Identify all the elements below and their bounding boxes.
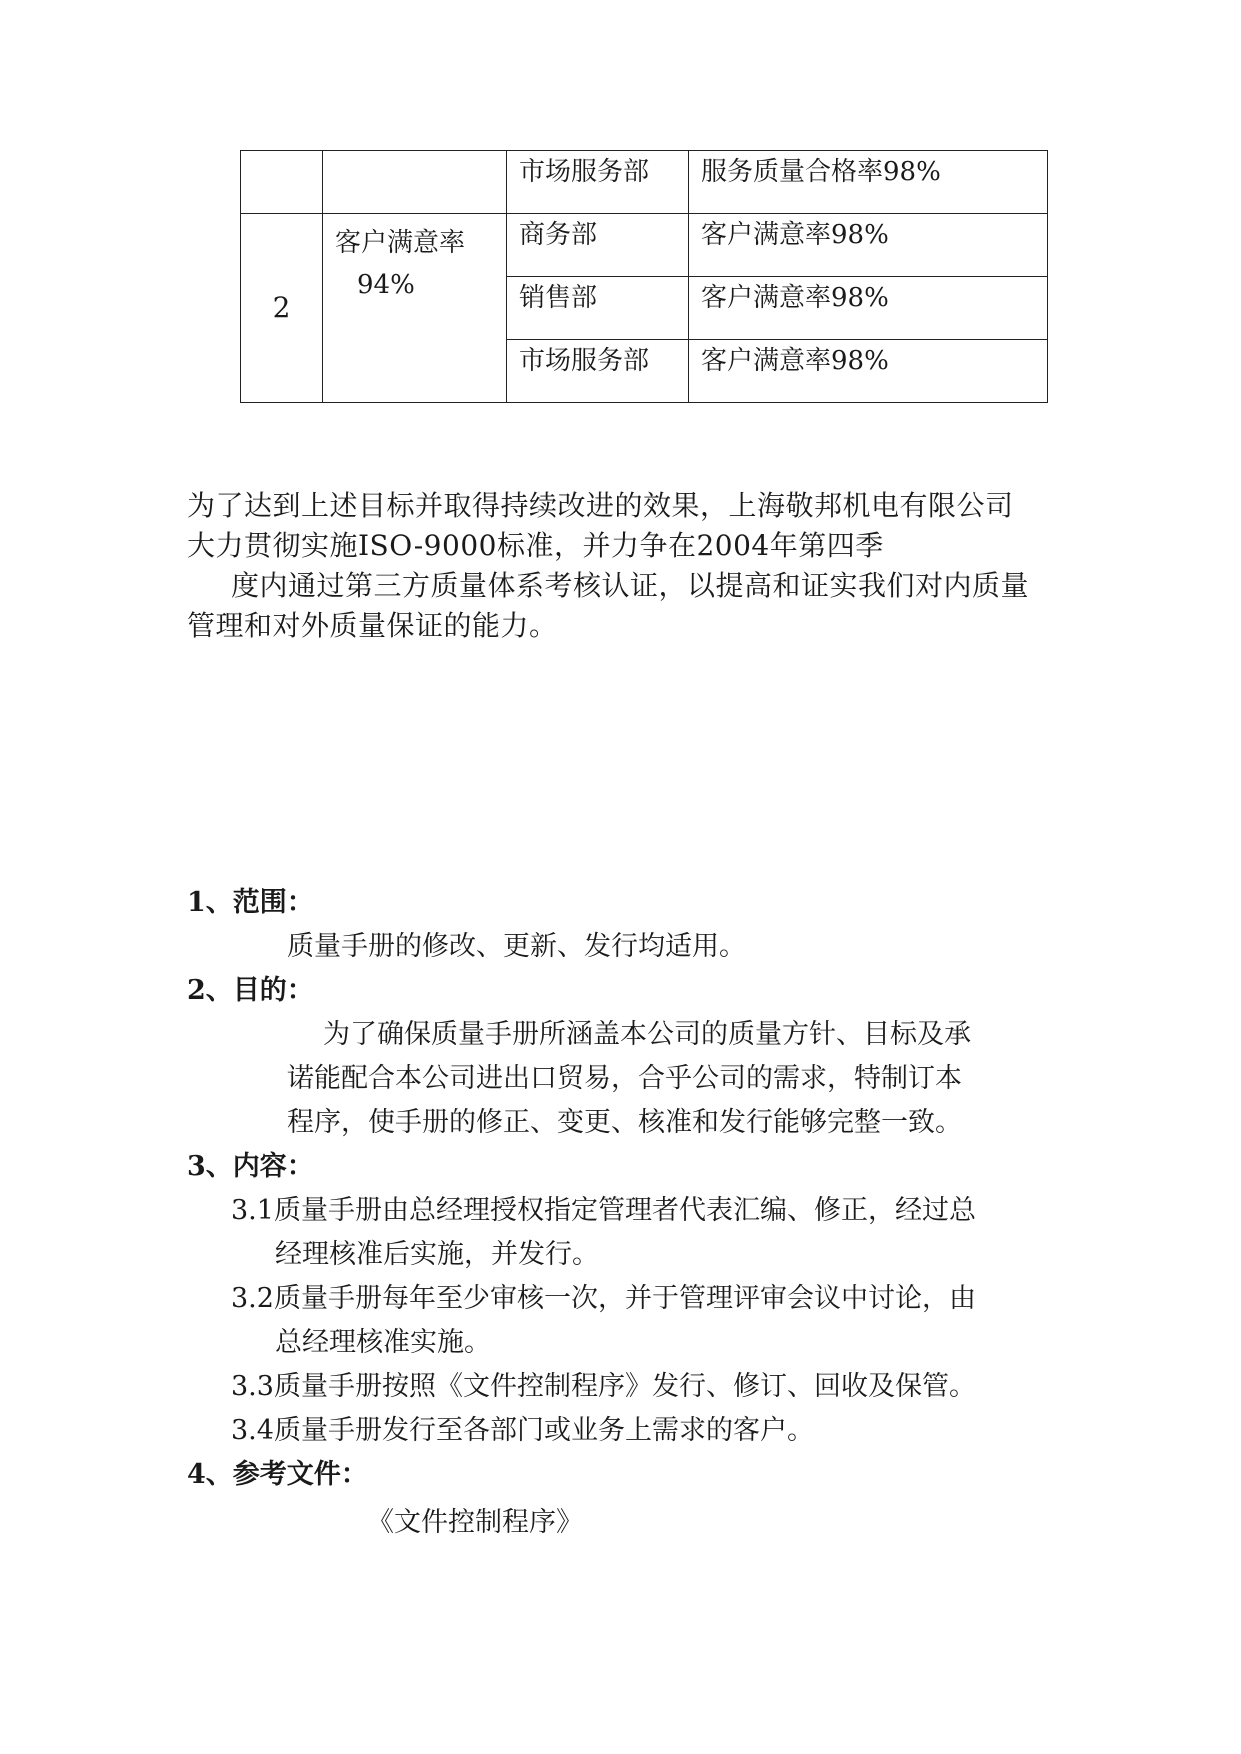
table-row: [241, 151, 1048, 214]
purpose-line: 程序，使手册的修正、变更、核准和发行能够完整一致。: [287, 1107, 962, 1138]
table-cell-target: 客户满意率98%: [689, 277, 1048, 340]
paragraph-line: 管理和对外质量保证的能力。: [187, 609, 558, 642]
table-row: [241, 214, 1048, 277]
purpose-line: 诺能配合本公司进出口贸易，合乎公司的需求，特制订本: [287, 1063, 962, 1094]
paragraph-line: 大力贯彻实施ISO-9000标准，并力争在2004年第四季: [187, 529, 884, 562]
table-cell-target: 服务质量合格率98%: [689, 151, 1048, 214]
intro-paragraph: [187, 486, 1067, 646]
table-cell-department: 商务部: [507, 214, 689, 277]
section-title-references: 4、参考文件：: [187, 1459, 368, 1490]
paragraph-line: 为了达到上述目标并取得持续改进的效果，上海敬邦机电有限公司: [187, 489, 1014, 522]
table-cell-department: 市场服务部: [507, 340, 689, 403]
content-item: 总经理核准实施。: [275, 1327, 491, 1358]
content-item: 3.4质量手册发行至各部门或业务上需求的客户。: [231, 1415, 814, 1446]
paragraph-line: 度内通过第三方质量体系考核认证，以提高和证实我们对内质量: [231, 569, 1030, 602]
content-item: 3.1质量手册由总经理授权指定管理者代表汇编、修正，经过总: [231, 1195, 976, 1226]
table-cell-metric: [323, 151, 507, 214]
scope-body: 质量手册的修改、更新、发行均适用。: [287, 931, 746, 962]
table-cell-department: 市场服务部: [507, 151, 689, 214]
content-item: 3.3质量手册按照《文件控制程序》发行、修订、回收及保管。: [231, 1371, 976, 1402]
section-title-purpose: 2、目的：: [187, 975, 314, 1006]
table-cell-number: 2: [241, 214, 323, 403]
content-item: 3.2质量手册每年至少审核一次，并于管理评审会议中讨论，由: [231, 1283, 976, 1314]
purpose-line: 为了确保质量手册所涵盖本公司的质量方针、目标及承: [323, 1019, 971, 1050]
metric-value: 94%: [357, 270, 415, 300]
section-title-content: 3、内容：: [187, 1151, 314, 1182]
table-cell-target: 客户满意率98%: [689, 340, 1048, 403]
reference-document: 《文件控制程序》: [367, 1507, 583, 1538]
content-item: 经理核准后实施，并发行。: [275, 1239, 599, 1270]
table-cell-department: 销售部: [507, 277, 689, 340]
section-title-scope: 1、范围：: [187, 887, 314, 918]
table-cell-number: [241, 151, 323, 214]
table-cell-metric: [323, 214, 507, 403]
metric-name: 客户满意率: [335, 228, 466, 258]
table-cell-target: 客户满意率98%: [689, 214, 1048, 277]
quality-goals-table: [240, 150, 1048, 403]
